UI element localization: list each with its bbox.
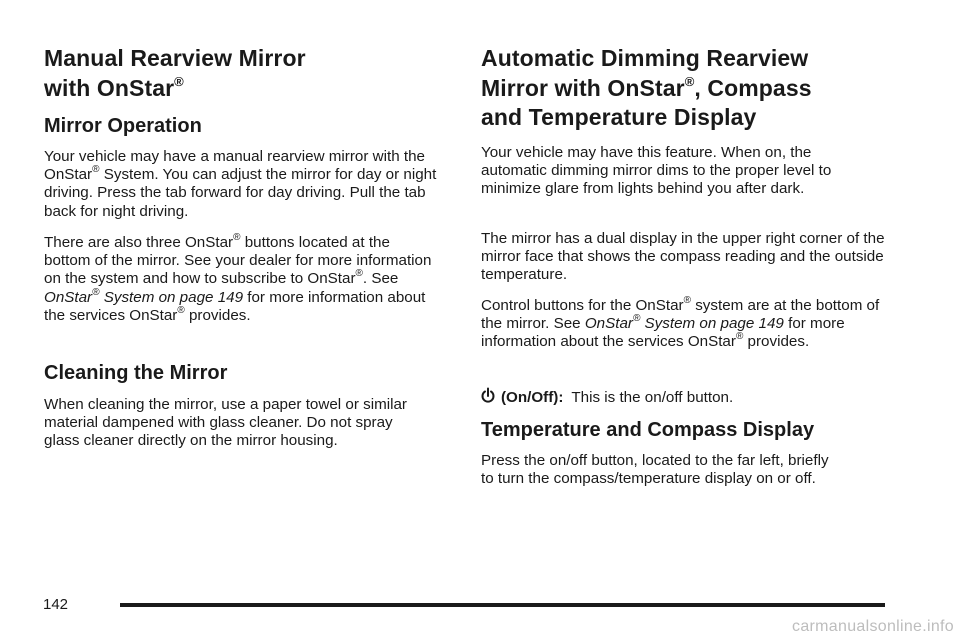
subheading-mirror-operation: Mirror Operation: [44, 115, 202, 137]
paragraph-dual-display: The mirror has a dual display in the upper right corner of the mirror face that shows the compass reading and the outside temperature.: [481, 230, 885, 284]
registered-mark: ®: [683, 294, 691, 306]
registered-mark: ®: [684, 74, 695, 90]
registered-mark: ®: [92, 164, 100, 176]
section-heading-auto-dimming: Automatic Dimming Rearview: [481, 45, 809, 71]
onstar-page-reference-link[interactable]: OnStar® System on page 149: [584, 313, 784, 333]
registered-mark: ®: [177, 304, 185, 316]
registered-mark: ®: [735, 331, 744, 343]
registered-mark: ®: [174, 74, 184, 90]
paragraph-cleaning-mirror: When cleaning the mirror, use a paper towel or similar material dampened with glass cleaner. Do not spray glass cleaner directly on the mirror housing.: [44, 396, 407, 450]
paragraph-on-off-button: (On/Off): This is the on/off button.: [481, 387, 891, 407]
paragraph-control-buttons: Control buttons for the OnStar® system are at the bottom of the mirror. See OnStar® System on page 149 for more information about the services OnStar® provides.: [481, 294, 880, 351]
section-heading-manual-mirror-line2: with OnStar®: [44, 74, 184, 101]
subheading-cleaning-mirror: Cleaning the Mirror: [44, 362, 228, 384]
paragraph-temperature-compass: Press the on/off button, located to the far left, briefly to turn the compass/temperature display on or off.: [481, 452, 829, 488]
registered-mark: ®: [355, 268, 363, 280]
on-off-label: (On/Off):: [501, 389, 564, 406]
paragraph-mirror-operation: Your vehicle may have a manual rearview mirror with the OnStar® System. You can adjust the mirror for day or night driving. Press the tab forward for day driving. Pull the tab back for night driving.: [44, 148, 437, 220]
registered-mark: ®: [233, 231, 241, 243]
watermark: carmanualsonline.info: [792, 618, 954, 635]
subheading-temperature-compass: Temperature and Compass Display: [481, 419, 815, 441]
registered-mark: ®: [92, 286, 100, 298]
footer-rule: [120, 603, 885, 607]
onstar-page-reference-link[interactable]: OnStar® System on page 149: [44, 286, 244, 306]
paragraph-auto-dimming-feature: Your vehicle may have this feature. When on, the automatic dimming mirror dims to the proper level to minimize glare from lights behind you after dark.: [481, 144, 832, 198]
power-icon: [481, 387, 495, 405]
paragraph-onstar-buttons: There are also three OnStar® buttons located at the bottom of the mirror. See your dealer for more information on the system and how to subscribe to OnStar®. See OnStar® System on page 149 for more information about the services OnStar® provides.: [44, 231, 432, 324]
section-heading-auto-dimming-line3: and Temperature Display: [481, 104, 757, 130]
registered-mark: ®: [632, 313, 641, 325]
page-number: 142: [43, 596, 69, 613]
section-heading-manual-mirror: Manual Rearview Mirror: [44, 45, 306, 71]
section-heading-auto-dimming-line2: Mirror with OnStar®, Compass: [481, 74, 812, 101]
